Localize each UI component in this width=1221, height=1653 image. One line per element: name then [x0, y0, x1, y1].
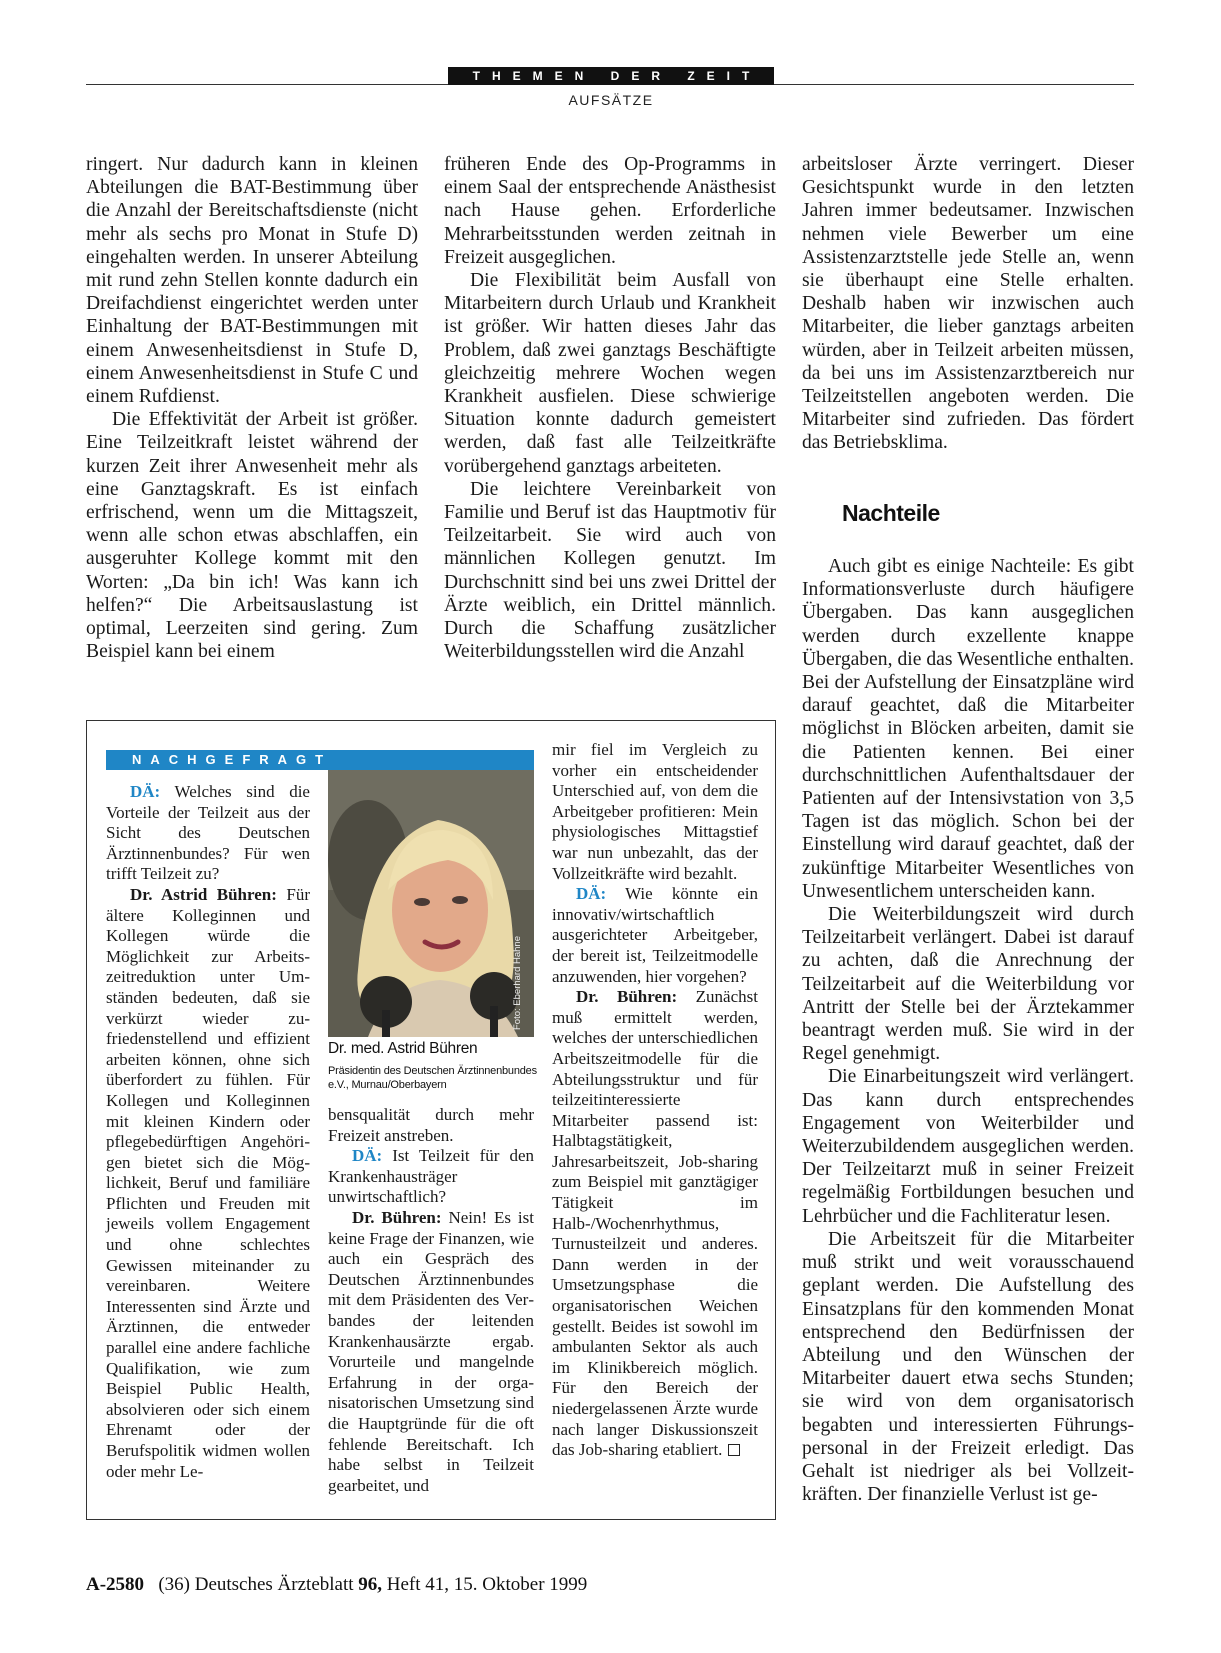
issue-date: Heft 41, 15. Oktober 1999: [386, 1574, 588, 1595]
interview-column-2: [328, 1105, 534, 1496]
answer-continued: bensqualität durch mehr Freizeit anstreben.: [328, 1105, 534, 1145]
volume: 96,: [358, 1574, 383, 1595]
photo-caption-name: Dr. med. Astrid Bühren: [328, 1040, 478, 1057]
paragraph: Auch gibt es einige Nachteile: Es gibt Informationsverluste durch häufigere Übergaben. Das kann ausgeglichen werden durch exzellente knappe Übergaben, die das Wesentliche enthalten. Bei der Aufstellung der Einsatzpläne wird darauf geachtet, daß die Mitarbeiter möglichst in Blöcken arbeiten, damit sie die Patienten kennen. Bei einer durchschnittlichen Aufenthaltsdauer der Patienten auf der Intensivstation von 3,5 Tagen ist das möglich. Schon bei der Einstellung wird darauf geachtet, daß der zukünftige Mitarbeiter Wesentliches von Unwesentlichem unterscheiden kann.: [802, 556, 1134, 902]
page-footer: [86, 1574, 587, 1596]
paragraph: arbeitsloser Ärzte verringert. Dieser Gesichtspunkt wurde in den letzten Jahren immer bedeutsamer. Inzwischen nehmen viele Bewerber um eine Assistenzarztstelle jede Stelle an, wenn sie überhaupt eine Stelle erhalten. Deshalb haben wir inzwischen auch Mitarbeiter, die lieber ganztags arbeiten würden, aber in Teilzeit arbeiten müssen, da bei uns im Assistenzarztbereich nur Teilzeitstellen angeboten werden. Die Mitarbeiter sind zufrieden. Das fördert das Betriebsklima.: [802, 154, 1134, 454]
question-label: DÄ:: [130, 782, 161, 801]
print-page-number: (36): [158, 1574, 190, 1595]
interview-banner: NACHGEFRAGT: [106, 750, 534, 770]
article-column-2: [444, 153, 776, 663]
speaker-label: Dr. Astrid Bühren:: [130, 884, 277, 904]
question: [552, 884, 758, 987]
paragraph: Die Effektivität der Arbeit ist größer. Eine Teilzeitkraft leistet während der kurzen Zeit ihrer Anwesenheit mehr als eine Ganztagskraft. Es ist einfach erfrischend, wenn um die Mittagszeit, wenn alle schon etwas abschlaffen, ein ausgeruhter Kollege kommt mit den Worten: „Da bin ich! Was kann ich helfen?“ Die Arbeitsauslastung ist optimal, Leerzeiten sind gering. Zum Beispiel kann bei einem: [86, 409, 418, 663]
question-text: Welches sind die Vorteile der Teilzeit aus der Sicht des Deutschen Ärztinnenbundes? Für wen trifft Teilzeit zu?: [106, 782, 310, 884]
end-of-article-mark: [728, 1444, 740, 1456]
paragraph: Die Flexibilität beim Ausfall von Mitarbeitern durch Urlaub und Krankheit ist größer. Wir hatten dieses Jahr das Problem, daß zwei ganztags Beschäftigte gleichzeitig mehrere Wochen wegen Krankheit ausfielen. Diese schwierige Situation konnte dadurch gemeistert werden, daß fast alle Teilzeitkräfte vorübergehend ganztags arbeiteten.: [444, 270, 776, 477]
paragraph: Die Weiterbildungszeit wird durch Teilzeitarbeit verlängert. Dabei ist darauf zu achten, daß die Anrechnung der Teilzeitarbeit auf die Weiterbildung vor Antritt der Stelle bei der Ärztekammer beantragt werden muß. Sie wird in der Regel genehmigt.: [802, 904, 1134, 1065]
paragraph: ringert. Nur dadurch kann in kleinen Abteilungen die BAT-Bestimmung über die Anzahl der Bereitschaftsdienste (nicht mehr als sechs pro Monat in Stufe D) eingehalten werden. In unserer Abteilung mit rund zehn Stellen konnte dadurch ein Dreifachdienst eingerichtet werden unter Einhaltung der BAT-Bestimmungen mit einem Anwesenheitsdienst in Stufe D, einem Anwesenheitsdienst in Stufe C und einem Rufdienst.: [86, 154, 418, 408]
question: [328, 1146, 534, 1208]
portrait-illustration: [328, 770, 534, 1037]
question-label: DÄ:: [352, 1146, 383, 1166]
section-banner: THEMEN DER ZEIT: [448, 67, 774, 85]
question: [106, 782, 310, 885]
article-column-1: [86, 153, 418, 663]
photo-credit: Foto: Eberhard Hahne: [512, 935, 523, 1030]
interview-column-1: [106, 782, 310, 1482]
interview-column-3: [552, 740, 758, 1461]
paragraph: früheren Ende des Op-Programms in einem Saal der entsprechende Anästhesist nach Hause gehen. Erforderliche Mehrarbeitsstunden werden zeitnah in Freizeit ausgeglichen.: [444, 154, 776, 268]
answer-text: Für ältere Kolleginnen und Kollegen würde die Möglichkeit zur Arbeitszeitreduktion unter Umständen bedeuten, daß sie verkürzt wieder zufriedenstellend und effizient arbeiten können, ohne sich überfordert zu fühlen. Für Kollegen und Kolleginnen mit kleinen Kindern oder pflegebedürftigen Angehörigen bietet sich die Möglichkeit, Beruf und familiäre Pflichten und Freuden mit jeweils vollem Engagement und ohne schlechtes Gewissen miteinander zu vereinbaren. Weitere Interessenten sind Ärzte und Ärztinnen, die entweder parallel eine andere fachliche Qualifikation, wie zum Beispiel Public Health, absolvieren oder sich einem Ehrenamt oder der Berufspolitik widmen wollen oder mehr Le-: [106, 884, 311, 1481]
portrait-photo: [328, 770, 534, 1037]
question-text: Wie könnte ein innovativ/wirtschaftlich ausgerichteter Arbeitgeber, der bereit ist, Teilzeitmodelle anzuwenden, hier vorgehen?: [552, 884, 759, 986]
speaker-label: Dr. Bühren:: [576, 987, 678, 1007]
section-subtitle: AUFSÄTZE: [568, 92, 654, 108]
question-text: Ist Teilzeit für den Krankenhausträger unwirtschaftlich?: [328, 1146, 534, 1207]
speaker-label: Dr. Bühren:: [352, 1207, 442, 1227]
answer-continued: mir fiel im Vergleich zu vorher ein entscheidender Unterschied auf, von dem die Arbeitgeber profitieren: Mein physiologisches Mittagstief war nun unbezahlt, das der Vollzeitkräfte wird bezahlt.: [552, 740, 758, 883]
article-column-3: [802, 153, 1134, 455]
page-number: A-2580: [86, 1574, 145, 1595]
paragraph: Die Arbeitszeit für die Mitarbeiter muß strikt und weit vorausschauend geplant werden. Die Aufstellung des Einsatzplans für den kommenden Monat entsprechend den Bedürfnissen der Abteilung und den Wünschen der Mitarbeiter dauert etwa sechs Stunden; sie wird von dem organisatorisch begabten und interessierten Führungspersonal in der Freizeit erledigt. Das Gehalt ist niedriger als bei Vollzeitkräften. Der finanzielle Verlust ist ge-: [802, 1228, 1134, 1506]
answer: [552, 987, 758, 1461]
question-label: DÄ:: [576, 884, 607, 904]
subheading-nachteile: Nachteile: [842, 500, 940, 526]
answer: [106, 885, 310, 1482]
paragraph: Die Einarbeitungszeit wird verlängert. Das kann durch entsprechendes Engagement von Weiterbilder und Weiterzubildendem ausgeglichen werden. Der Teilzeitarzt muß in seiner Freizeit regelmäßig Fortbildungen besuchen und Lehrbücher und die Fachliteratur lesen.: [802, 1066, 1134, 1227]
paragraph: Die leichtere Vereinbarkeit von Familie und Beruf ist das Hauptmotiv für Teilzeitarbeit. Sie wird auch von männlichen Kollegen genutzt. Im Durchschnitt sind bei uns zwei Drittel der Ärzte weiblich, ein Drittel männlich. Durch die Schaffung zusätzlicher Weiterbildungsstellen wird die Anzahl: [444, 478, 776, 663]
answer-text: Zunächst muß ermittelt werden, welches der unterschiedlichen Arbeitszeitmodelle für die Abteilungsstruktur und für teilzeitinteressierte Mitarbeiter passend ist: Halbtagstätigkeit, Jahresarbeitszeit, Job-sharing zum Beispiel mit ganztägiger Tätigkeit im Halb-/Wochenrhythmus, Turnusteilzeit und anderes. Dann werden in der Umsetzungsphase die organisatorischen Weichen gestellt. Beides ist sowohl im ambulanten Sektor als auch im Klinikbereich möglich. Für den Bereich der niedergelassenen Ärzte wurde nach langer Diskussionszeit das Job-sharing etabliert.: [552, 987, 758, 1460]
journal-name: Deutsches Ärzteblatt: [194, 1574, 354, 1595]
article-column-3-continued: [802, 555, 1134, 1506]
answer-text: Nein! Es ist keine Frage der Finanzen, wie auch ein Gespräch des Deutschen Ärztinnenbundes mit dem Präsidenten des Verbandes der leitenden Krankenhausärzte ergab. Vorurteile und mangelnde Erfahrung in der organisatorischen Umsetzung sind die Hauptgründe für die oft fehlende Bereitschaft. Ich habe selbst in Teilzeit gearbeitet, und: [328, 1207, 534, 1495]
answer: [328, 1208, 534, 1496]
photo-caption-role: Präsidentin des Deutschen Ärztinnenbundes e.V., Murnau/Oberbayern: [328, 1065, 537, 1091]
